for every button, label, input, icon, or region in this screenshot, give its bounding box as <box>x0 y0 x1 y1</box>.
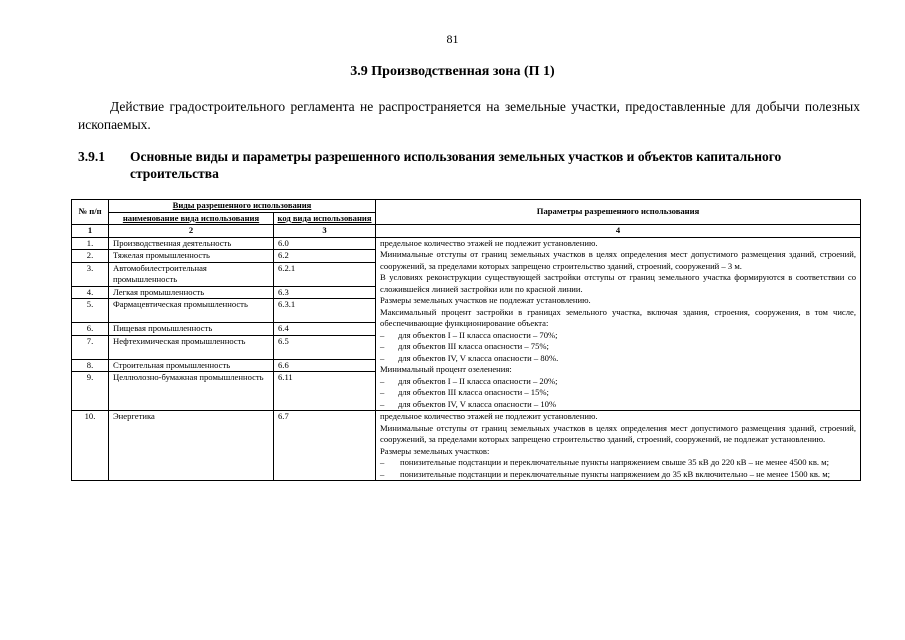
table-row-energy <box>72 411 861 481</box>
param-plot-size: Размеры земельных участков: <box>380 445 490 456</box>
row-name: Тяжелая промышленность <box>109 250 273 263</box>
col-number: 3 <box>274 225 376 238</box>
row-code: 6.2 <box>274 250 375 263</box>
row-num: 2. <box>72 250 108 263</box>
row-num: 10. <box>72 411 109 481</box>
param-floors: предельное количество этажей не подлежит установлению. <box>380 411 598 421</box>
row-num: 1. <box>72 238 108 251</box>
row-num: 5. <box>72 299 108 323</box>
header-name: наименование вида использования <box>109 212 274 225</box>
row-code: 6.6 <box>274 360 375 373</box>
subsection-title: Основные виды и параметры разрешенного использования земельных участков и объектов капитального строительства <box>130 149 782 181</box>
param-setbacks: Минимальные отступы от границ земельных участков в целях определения мест допустимого размещения зданий, строений, сооружений, за пределами которых запрещено строительство зданий, строений, сооружений – 3 м. <box>380 249 856 271</box>
list-item: – понизительные подстанции и переключательные пункты напряжением до 35 кВ включительно – не менее 1500 кв. м; <box>380 469 856 481</box>
intro-paragraph: Действие градостроительного регламента не распространяется на земельные участки, предоставленные для добычи полезных ископаемых. <box>78 99 860 132</box>
row-num: 7. <box>72 336 108 360</box>
header-group: Виды разрешенного использования <box>109 200 376 213</box>
row-code: 6.5 <box>274 336 375 360</box>
row-name: Целлюлозно-бумажная промышленность <box>113 372 264 382</box>
name-column <box>109 237 274 411</box>
row-code: 6.11 <box>278 372 293 382</box>
row-name: Легкая промышленность <box>109 287 273 300</box>
row-name: Фармацевтическая промышленность <box>109 299 273 323</box>
subsection-number: 3.9.1 <box>78 149 105 164</box>
param-max-building: Максимальный процент застройки в границах земельного участка, включая здания, строения, сооружения, в том числе, обеспечивающие функционирование объекта: <box>380 306 856 328</box>
section-title: 3.9 Производственная зона (П 1) <box>350 64 555 79</box>
params-cell-energy <box>376 411 861 481</box>
col-number: 2 <box>109 225 274 238</box>
subsection-heading <box>78 148 860 182</box>
row-name: Строительная промышленность <box>109 360 273 373</box>
row-num: 4. <box>72 287 108 300</box>
row-code: 6.4 <box>274 323 375 336</box>
list-item: – для объектов I – II класса опасности – 20%; <box>380 376 856 388</box>
list-item: – для объектов III класса опасности – 75%; <box>380 341 856 353</box>
row-num: 6. <box>72 323 108 336</box>
row-name: Производственная деятельность <box>109 238 273 251</box>
table-row-group-industry <box>72 237 861 411</box>
row-code: 6.3.1 <box>274 299 375 323</box>
row-name: Пищевая промышленность <box>109 323 273 336</box>
header-row-1 <box>72 200 861 213</box>
header-code: код вида использования <box>274 212 376 225</box>
list-item: – для объектов IV, V класса опасности – 80%. <box>380 353 856 365</box>
list-item: – для объектов III класса опасности – 15%; <box>380 387 856 399</box>
param-plot-size: Размеры земельных участков не подлежат установлению. <box>380 295 591 305</box>
row-code: 6.2.1 <box>274 263 375 287</box>
row-num: 3. <box>72 263 108 287</box>
params-cell-industry <box>376 237 861 411</box>
code-column <box>274 237 376 411</box>
param-reconstruction: В условиях реконструкции существующей застройки отступы от границ земельного участка формируются в соответствии со сложившейся линией застройки или по красной линии. <box>380 272 856 294</box>
row-code: 6.3 <box>274 287 375 300</box>
row-code: 6.0 <box>274 238 375 251</box>
list-item: – понизительные подстанции и переключательные пункты напряжением свыше 35 кВ до 220 кВ – не менее 4500 кв. м; <box>380 457 856 469</box>
row-num: 9. <box>86 372 94 382</box>
regulation-table <box>71 199 861 481</box>
num-column <box>72 237 109 411</box>
col-number: 1 <box>72 225 109 238</box>
param-setbacks: Минимальные отступы от границ земельных участков в целях определения мест допустимого размещения зданий, строений, сооружений, за пределами которых запрещено строительство зданий, строений, сооружений, не подлежат установлению. <box>380 422 856 444</box>
row-name: Энергетика <box>109 411 274 481</box>
list-item: – для объектов I – II класса опасности – 70%; <box>380 330 856 342</box>
param-floors: предельное количество этажей не подлежит установлению. <box>380 237 598 248</box>
param-min-greening: Минимальный процент озеленения: <box>380 364 512 374</box>
header-params: Параметры разрешенного использования <box>376 200 861 225</box>
row-name: Автомобилестроительная промышленность <box>109 263 273 287</box>
row-num: 8. <box>72 360 108 373</box>
list-item: – для объектов IV, V класса опасности – 10% <box>380 399 856 411</box>
row-code: 6.7 <box>274 411 376 481</box>
row-name: Нефтехимическая промышленность <box>109 336 273 360</box>
header-num: № п/п <box>72 200 109 225</box>
page-number: 81 <box>446 32 459 46</box>
column-number-row <box>72 225 861 238</box>
col-number: 4 <box>376 225 861 238</box>
